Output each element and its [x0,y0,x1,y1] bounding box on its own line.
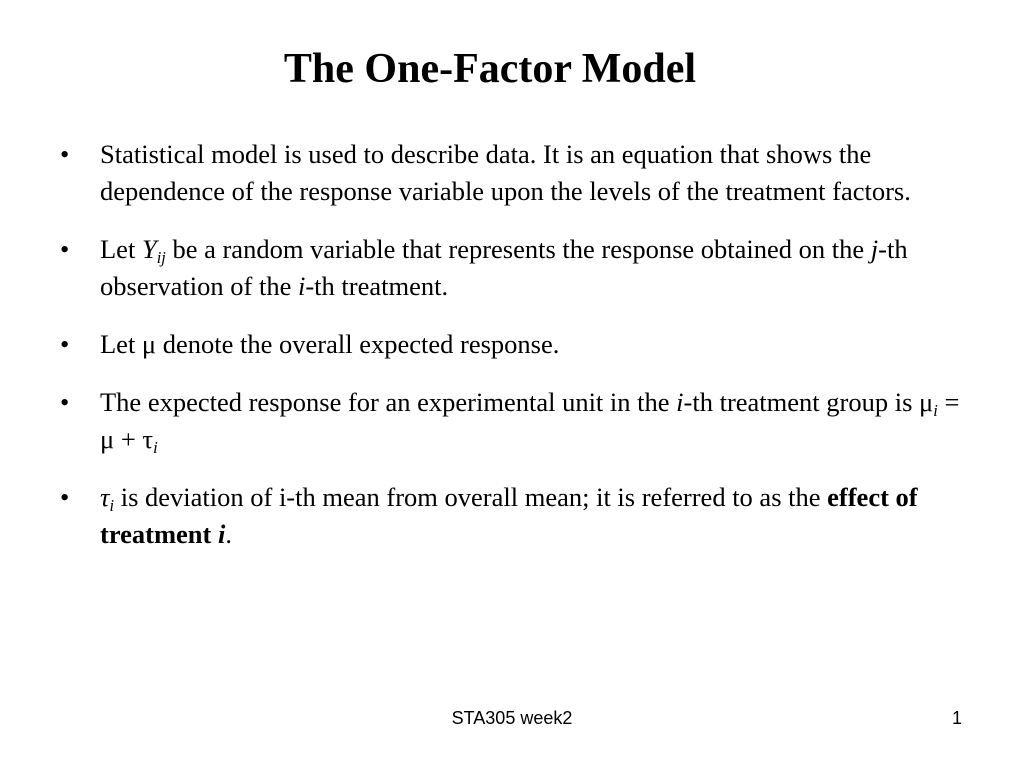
bullet-text: Statistical model is used to describe data. It is an equation that shows the dependence of the response variable upon the levels of the treatment factors. [100,139,911,206]
text-run: -th observation of the [100,234,908,301]
footer-course-label: STA305 week2 [451,708,573,728]
bullet-text [100,231,980,305]
text-run: -th treatment. [305,271,449,301]
text-run: be a random variable that represents the response obtained on the [165,234,871,264]
page-number: 1 [951,708,962,728]
bullet-marker: • [60,139,70,169]
variable-i: i [297,271,306,301]
variable-y: Y [141,234,157,264]
bullet-marker: • [60,234,70,264]
bullet-item-expected-response [60,384,980,458]
bullet-text [100,479,980,553]
bold-phrase: effect of treatment [100,482,918,549]
bullet-item-overall-mean [60,326,980,363]
variable-tau: τ [100,482,110,512]
text-run: is deviation of i-th mean from overall mean; it is referred to as the [114,482,828,512]
bullet-marker: • [60,482,70,512]
bold-variable-i: i [217,519,226,549]
text-run: -th treatment group is μ [683,387,934,417]
bullet-item-model-definition [60,136,980,210]
bullet-item-treatment-effect [60,479,980,553]
bullet-text [100,384,980,458]
slide-title: The One-Factor Model [283,46,697,92]
text-run: = μ + τ [100,387,960,454]
subscript-i: i [109,495,115,515]
variable-i: i [676,387,684,417]
subscript-ij: ij [156,247,166,267]
subscript-i: i [933,400,938,420]
bullet-marker: • [60,329,70,359]
bullet-item-random-variable [60,231,980,305]
bullet-list [60,136,980,574]
variable-j: j [870,234,879,264]
bullet-marker: • [60,387,70,417]
subscript-i: i [153,437,158,457]
text-run: The expected response for an experimental unit in the [100,387,677,417]
bullet-text: Let μ denote the overall expected response. [100,329,560,359]
text-run: Let [100,234,142,264]
text-run: . [225,519,232,549]
